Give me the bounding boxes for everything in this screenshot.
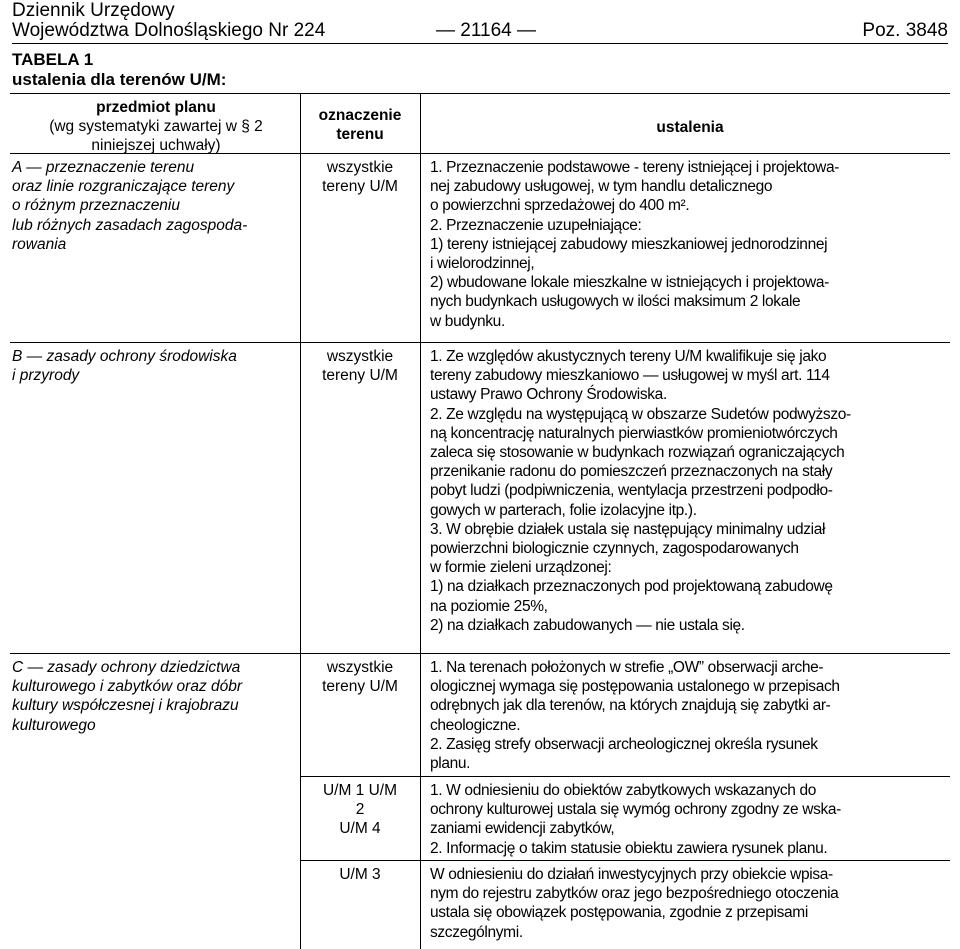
header-designation: oznaczenie terenu	[318, 107, 402, 144]
table-title: TABELA 1	[12, 50, 94, 69]
row-c3-designation: U/M 3	[339, 866, 381, 883]
row-c3-findings: W odniesieniu do działań inwestycyjnych przy obiekcie wpisa- nym do rejestru zabytków oraz jego bezpośredniego otoczenia ustala się obowiązek postępowania, zgodnie z przepisami szczególnymi.	[430, 866, 839, 941]
journal-subtitle-line	[12, 20, 948, 42]
column-divider	[300, 93, 301, 949]
column-divider	[420, 93, 421, 949]
row-c-findings: 1. Na terenach położonych w strefie „OW” obserwacji arche- ologicznej wymaga się postępowania ustalonego w przepisach odrębnych jak dla terenów, na których znajdują się zabytki ar- cheologiczne. 2. Zasięg strefy obserwacji archeologicznej określa rysunek planu.	[430, 659, 840, 773]
row-c-subject: C — zasady ochrony dziedzictwa kulturowego i zabytków oraz dóbr kultury współczesnej i krajobrazu kulturowego	[12, 659, 243, 734]
header-subject: przedmiot planu	[96, 99, 216, 116]
journal-title: Dziennik Urzędowy	[12, 0, 175, 21]
table-subtitle: ustalenia dla terenów U/M:	[12, 70, 227, 89]
header-rule	[12, 43, 948, 44]
header-subject-note: (wg systematyki zawartej w § 2 niniejszej uchwały)	[49, 118, 263, 155]
row-divider	[300, 860, 950, 861]
row-c-designation: wszystkie tereny U/M	[322, 659, 398, 696]
journal-voivodeship-issue: Województwa Dolnośląskiego Nr 224	[12, 20, 326, 41]
row-divider	[300, 776, 950, 777]
row-b-designation: wszystkie tereny U/M	[322, 348, 398, 385]
page-header	[12, 0, 948, 44]
row-a-findings: 1. Przeznaczenie podstawowe - tereny istniejącej i projektowa- nej zabudowy usługowej, w tym handlu detalicznego o powierzchni sprzedażowej do 400 m². 2. Przeznaczenie uzupełniające: 1) tereny istniejącej zabudowy mieszkaniowej jednorodzinnej i wielorodzinnej, 2) wbudowane lokale mieszkalne w istniejących i projektowa- nych budynkach usługowych w ilości maksimum 2 lokale w budynku.	[430, 159, 840, 330]
row-b-findings: 1. Ze względów akustycznych tereny U/M kwalifikuje się jako tereny zabudowy mieszkaniowo — usługowej w myśl art. 114 ustawy Prawo Ochrony Środowiska. 2. Ze względu na występującą w obszarze Sudetów podwyższo- ną koncentrację naturalnych pierwiastków promieniotwórczych zaleca się stosowanie w budynkach rozwiązań ograniczających przenikanie radonu do pomieszczeń przeznaczonych na stały pobyt ludzi (podpiwniczenia, wentylacja przestrzeni podpodło- gowych w parterach, folie izolacyjne itp.). 3. W obrębie działek ustala się następujący minimalny udział powierzchni biologicznie czynnych, zagospodarowanych w formie zieleni urządzonej: 1) na działkach przeznaczonych pod projektowaną zabudowę na poziomie 25%, 2) na działkach zabudowanych — nie ustala się.	[430, 348, 851, 634]
header-findings: ustalenia	[656, 119, 724, 136]
row-c2-designation: U/M 1 U/M 2 U/M 4	[322, 782, 398, 838]
row-c2-findings: 1. W odniesieniu do obiektów zabytkowych wskazanych do ochrony kulturowej ustala się wymóg ochrony zgodny ze wska- zaniami ewidencji zabytków, 2. Informację o takim statusie obiektu zawiera rysunek planu.	[430, 782, 841, 857]
page-number: — 21164 —	[436, 20, 536, 41]
row-a-subject: A — przeznaczenie terenu oraz linie rozgraniczające tereny o różnym przeznaczeniu lub różnych zasadach zagospoda- rowania	[12, 159, 248, 253]
row-b-subject: B — zasady ochrony środowiska i przyrody	[12, 348, 237, 385]
row-a-designation: wszystkie tereny U/M	[322, 159, 398, 196]
position-number: Poz. 3848	[862, 20, 948, 41]
row-divider	[10, 653, 950, 654]
row-divider	[10, 93, 950, 94]
row-divider	[10, 342, 950, 343]
